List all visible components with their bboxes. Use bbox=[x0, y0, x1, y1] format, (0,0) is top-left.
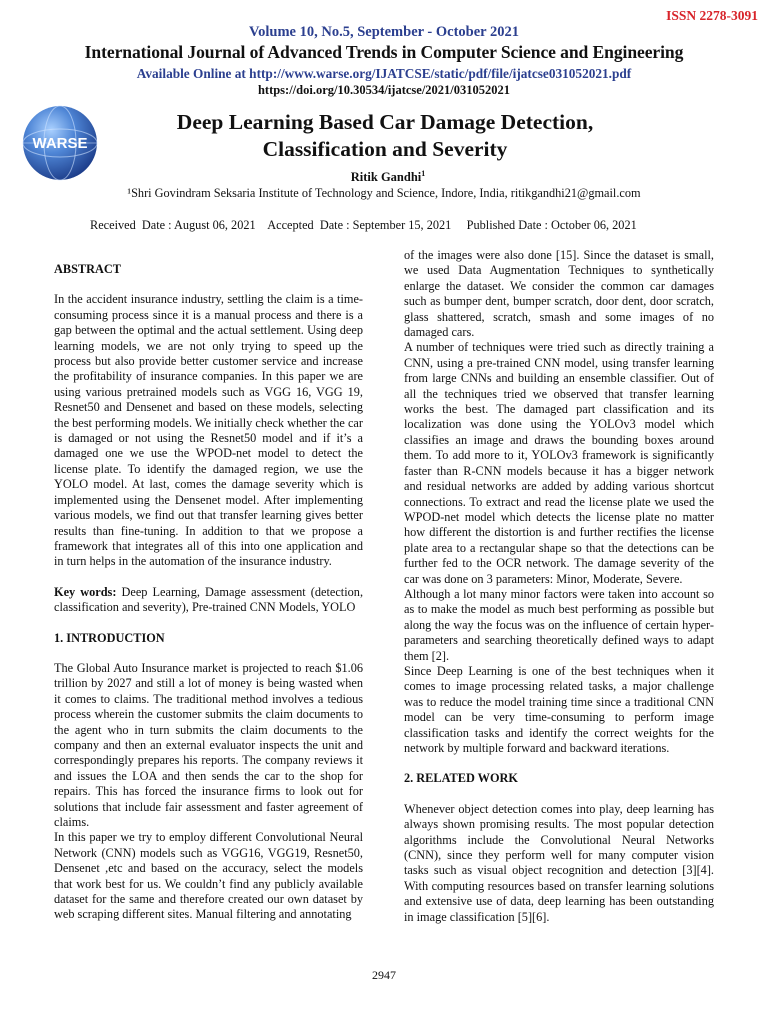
right-paragraph-2: A number of techniques were tried such as directly training a CNN, using a pre-trained CNN model, using transfer learning from large CNNs and building an ensemble classifier. Out of all the techniques tried we observed that transfer learning works the best. The damaged part classification and its localization was done using the YOLOv3 model which classifies an image and draws the bounding boxes around them. To add more to it, YOLOv3 framework is significantly faster than R-CNN models because it has a bigger network and residual networks are added by adding various shortcut connections. To extract and read the license plate we used the WPOD-net model which detects the license plate no matter how different the distortion is and further rectifies the license plate area to a rectangular shape so that the detections can be further fed to the OCR network. The damage severity of the car was done on 3 parameters: Minor, Moderate, Severe. bbox=[404, 340, 714, 586]
logo-text: WARSE bbox=[32, 135, 88, 152]
introduction-paragraph-2: In this paper we try to employ different Convolutional Neural Network (CNN) models such as VGG16, VGG19, Resnet50, Densenet ,etc and based on the accuracy, select the models that work best for us. We couldn’t find any publicly available dataset for the same and therefore created our own dataset by web scraping different sites. Manual filtering and annotating bbox=[54, 830, 363, 922]
page-number: 2947 bbox=[372, 968, 396, 982]
introduction-heading: 1. INTRODUCTION bbox=[54, 630, 165, 645]
related-work-paragraph-1: Whenever object detection comes into play, deep learning has always shown promising results. The most popular detection algorithms include the Convolutional Neural Networks (CNN), since they perform well for many computer vision tasks such as visual object recognition and detection [3][4]. With computing resources based on transfer learning solutions and extensive use of data, deep learning has been outstanding in image classification [5][6]. bbox=[404, 801, 714, 924]
issn-label: ISSN 2278-3091 bbox=[666, 8, 758, 23]
publication-dates: Received Date : August 06, 2021 Accepted Date : September 15, 2021 Published Date : October 06, 2021 bbox=[90, 218, 637, 232]
author-name bbox=[0, 169, 768, 185]
keywords-label: Key words: bbox=[54, 584, 117, 599]
paper-title bbox=[150, 109, 620, 163]
author-text: Ritik Gandhi bbox=[350, 170, 422, 185]
paper-title-line-1: Deep Learning Based Car Damage Detection, bbox=[176, 110, 594, 134]
abstract-text: In the accident insurance industry, settling the claim is a time-consuming process since it is a manual process and there is a gap between the optimal and the actual settlement. Using deep learning models, we are not only trying to speed up the process but also provide better customer service and increase the profitability of insurance companies. In this paper we are using various pretrained models such as VGG 16, VGG 19, Resnet50 and Densenet and based on these models, selecting the best performing models. We initially check whether the car is damaged or not using the Resnet50 model and if it’s a damaged one we use the WPOD-net model to detect the license plate. To identify the damaged region, we use the YOLO model. At last, comes the damage severity which is implemented using the Densenet model. After implementing various models, we find out that transfer learning gives better results than fine-tuning. In addition to that we propose a framework that integrates all of this into one application and in turn helps in the automation of the insurance industry. bbox=[54, 292, 363, 569]
available-online-link[interactable]: Available Online at http://www.warse.org/IJATCSE/static/pdf/file/ijatcse031052021.pdf bbox=[136, 66, 632, 81]
right-paragraph-1: of the images were also done [15]. Since the dataset is small, we used Data Augmentation Techniques to synthetically enlarge the dataset. We consider the common car damages such as bumper dent, bumper scratch, door dent, door scratch, glass shattered, scratch, smash and some images of no damaged cars. bbox=[404, 248, 714, 340]
keywords-text: Deep Learning, Damage assessment (detection, classification and severity), Pre-trained CNN Models, YOLO bbox=[54, 584, 364, 615]
right-paragraph-4: Since Deep Learning is one of the best techniques when it comes to image processing related tasks, a major challenge was to reduce the model training time since a traditional CNN model can be very time-consuming to perform image classification tasks and identify the correct weights for the network by multiple forward and backward iterations. bbox=[404, 663, 714, 755]
related-work-heading: 2. RELATED WORK bbox=[404, 771, 518, 786]
volume-line: Volume 10, No.5, September - October 2021 bbox=[249, 24, 519, 40]
introduction-paragraph-1: The Global Auto Insurance market is projected to reach $1.06 trillion by 2027 and still a lot of money is being wasted when it comes to claims. The traditional method involves a tedious process wherein the customer submits the claim documents to the agent who in turn submits the claim documents to the company and then an external evaluator inspects the unit and correspondingly prepares his reports. The company reviews it and issues the LOA and then sends the car to the shop for repairs. This has forced the insurance firms to look out for solutions that include fair assessment and faster agreement of claims. bbox=[54, 660, 363, 829]
doi-link[interactable]: https://doi.org/10.30534/ijatcse/2021/031052021 bbox=[257, 83, 511, 97]
right-paragraph-3: Although a lot many minor factors were taken into account so as to make the model as much best performing as possible but along the way the focus was on the influence of certain hyper-parameters and searching theoretically defined ways to adapt them [2]. bbox=[404, 586, 714, 663]
left-column bbox=[54, 262, 363, 923]
author-superscript: 1 bbox=[421, 169, 426, 178]
paper-title-line-2: Classification and Severity bbox=[262, 137, 508, 161]
abstract-heading: ABSTRACT bbox=[54, 262, 121, 276]
keywords bbox=[54, 585, 363, 616]
journal-title: International Journal of Advanced Trends in Computer Science and Engineering bbox=[84, 42, 684, 62]
author-affiliation: ¹Shri Govindram Seksaria Institute of Technology and Science, Indore, India, ritikgandhi21@gmail.com bbox=[127, 186, 641, 200]
right-column bbox=[404, 248, 714, 925]
